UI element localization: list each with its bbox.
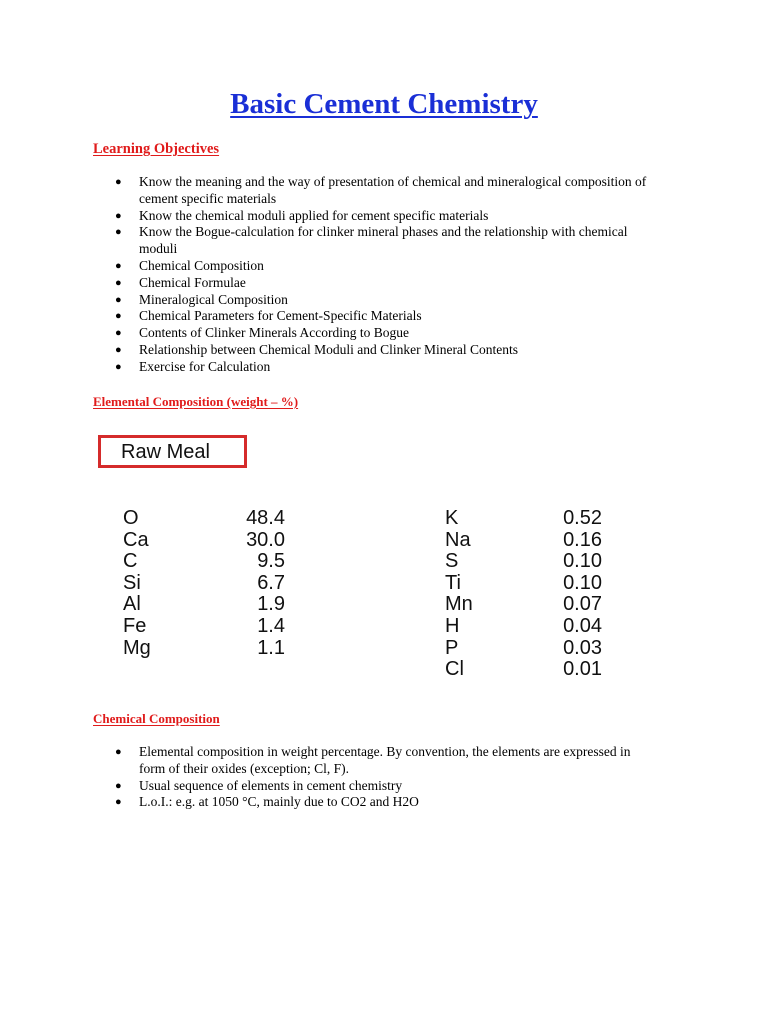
element-symbol: Ca [123,528,149,551]
bullet-icon: ● [115,209,122,222]
bullet-icon: ● [115,259,122,272]
list-item: ● L.o.I.: e.g. at 1050 °C, mainly due to CO2 and H2O [115,794,419,810]
element-value: 1.1 [257,636,285,659]
element-symbol: Fe [123,614,147,637]
list-item: ● Relationship between Chemical Moduli and Clinker Mineral Contents [115,341,519,357]
element-value: 0.10 [563,571,602,594]
raw-meal-label: Raw Meal [121,441,210,463]
learning-objectives-list [0,174,768,376]
element-value: 6.7 [257,571,285,594]
chemical-composition-list [0,744,768,811]
element-value: 0.16 [563,528,602,551]
element-value: 0.04 [563,614,602,637]
list-item: ● Know the Bogue-calculation for clinker mineral phases and the relationship with chemical moduli [115,224,628,257]
element-symbol: P [445,636,459,659]
bullet-icon: ● [115,226,122,239]
chemical-composition-heading: Chemical Composition [93,711,220,726]
list-item: ● Chemical Formulae [115,274,246,290]
element-symbol: Si [123,571,141,594]
element-symbol: C [123,550,138,573]
list-item: ● Know the chemical moduli applied for cement specific materials [115,207,489,223]
list-item: ● Exercise for Calculation [115,358,271,374]
bullet-icon: ● [115,360,122,373]
elemental-composition-heading: Elemental Composition (weight – %) [93,394,299,409]
element-symbol: Na [445,528,471,551]
element-symbol: S [445,550,459,573]
element-value: 9.5 [257,550,285,573]
bullet-icon: ● [115,276,122,289]
list-item: ● Usual sequence of elements in cement chemistry [115,777,403,793]
element-value: 0.01 [563,658,602,681]
bullet-icon: ● [115,343,122,356]
element-value: 0.10 [563,550,602,573]
element-value: 1.9 [257,593,285,616]
bullet-icon: ● [115,779,122,792]
element-value: 0.07 [563,593,602,616]
bullet-icon: ● [115,327,122,340]
list-item: ● Know the meaning and the way of presentation of chemical and mineralogical composition of cement specific materials [115,174,647,206]
element-value: 1.4 [257,614,285,637]
element-value: 0.52 [563,507,602,529]
element-symbol: K [445,507,459,529]
element-value: 30.0 [246,528,285,551]
bullet-icon: ● [115,176,122,188]
element-symbol: Al [123,593,141,616]
learning-objectives-heading: Learning Objectives [93,141,220,157]
element-symbol: Mg [123,636,151,659]
list-item: ● Chemical Parameters for Cement-Specific Materials [115,308,422,324]
bullet-icon: ● [115,796,122,809]
bullet-icon: ● [115,293,122,306]
bullet-icon: ● [115,310,122,323]
list-item: ● Contents of Clinker Minerals According to Bogue [115,325,409,341]
element-symbol: Ti [445,571,461,594]
list-item: ● Elemental composition in weight percentage. By convention, the elements are expressed in form of their oxides (exception; Cl, F). [115,744,631,776]
bullet-icon: ● [115,746,122,758]
page-title: Basic Cement Chemistry [230,88,538,120]
element-symbol: O [123,507,139,529]
list-item: ● Mineralogical Composition [115,291,288,307]
list-item: ● Chemical Composition [115,257,264,273]
element-value: 48.4 [246,507,285,529]
element-value: 0.03 [563,636,602,659]
element-symbol: Cl [445,658,464,681]
element-symbol: Mn [445,593,473,616]
element-symbol: H [445,614,460,637]
